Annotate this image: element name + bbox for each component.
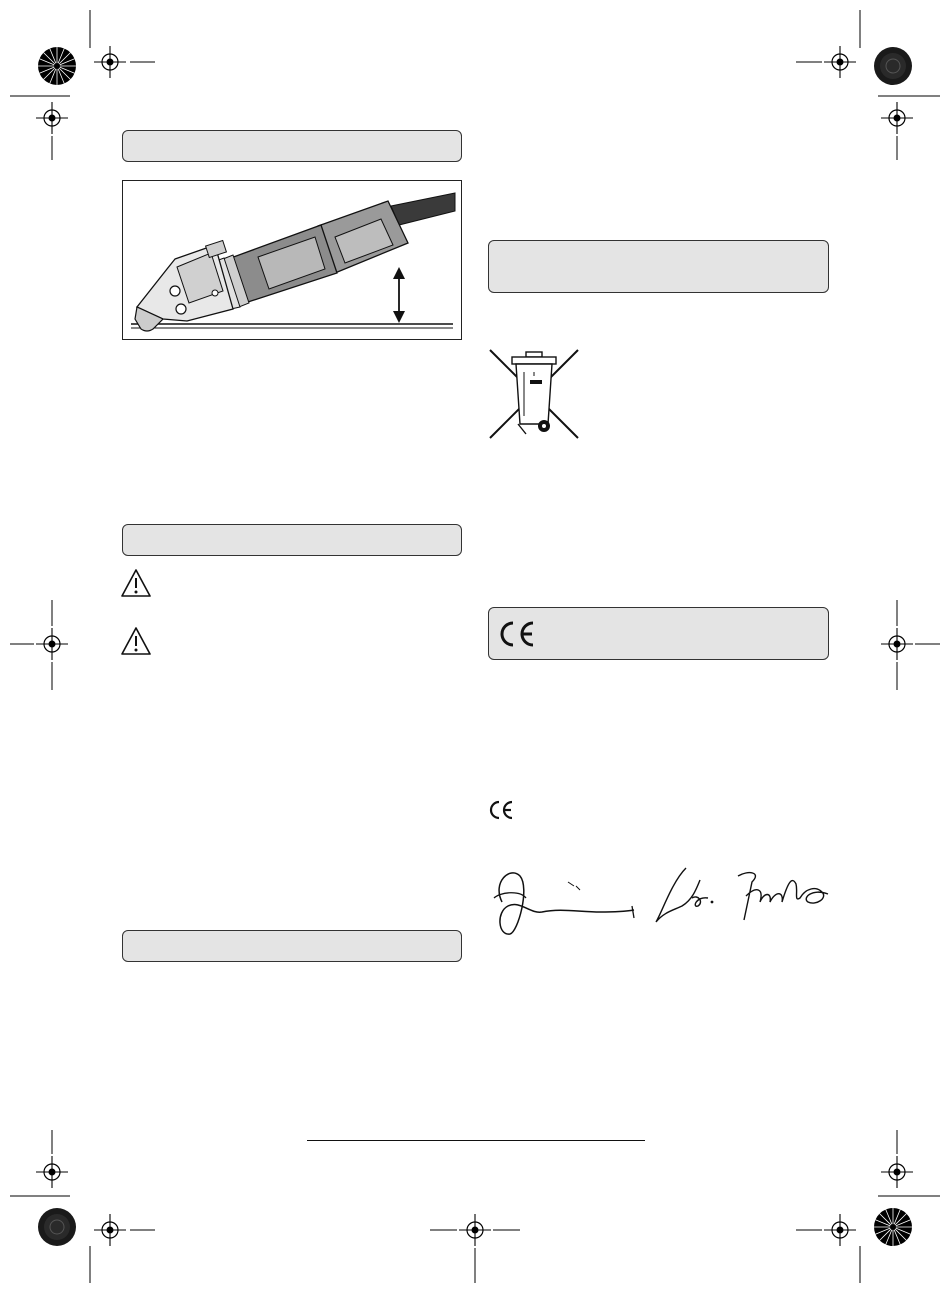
footer-rule (307, 1140, 645, 1141)
section-header-bar (488, 607, 829, 660)
section-header-bar (122, 930, 462, 962)
section-header-bar (122, 524, 462, 556)
signature-2 (652, 862, 832, 932)
ce-mark-icon (497, 620, 537, 648)
ce-mark-icon (488, 800, 514, 820)
shear-tool-illustration (122, 180, 462, 340)
warning-triangle-icon (120, 568, 152, 598)
warning-triangle-icon (120, 626, 152, 656)
section-header-bar (122, 130, 462, 162)
section-header-bar (488, 240, 829, 293)
signature-1 (490, 862, 640, 938)
starburst-mark (38, 47, 76, 85)
crossed-bin-icon (486, 346, 582, 440)
